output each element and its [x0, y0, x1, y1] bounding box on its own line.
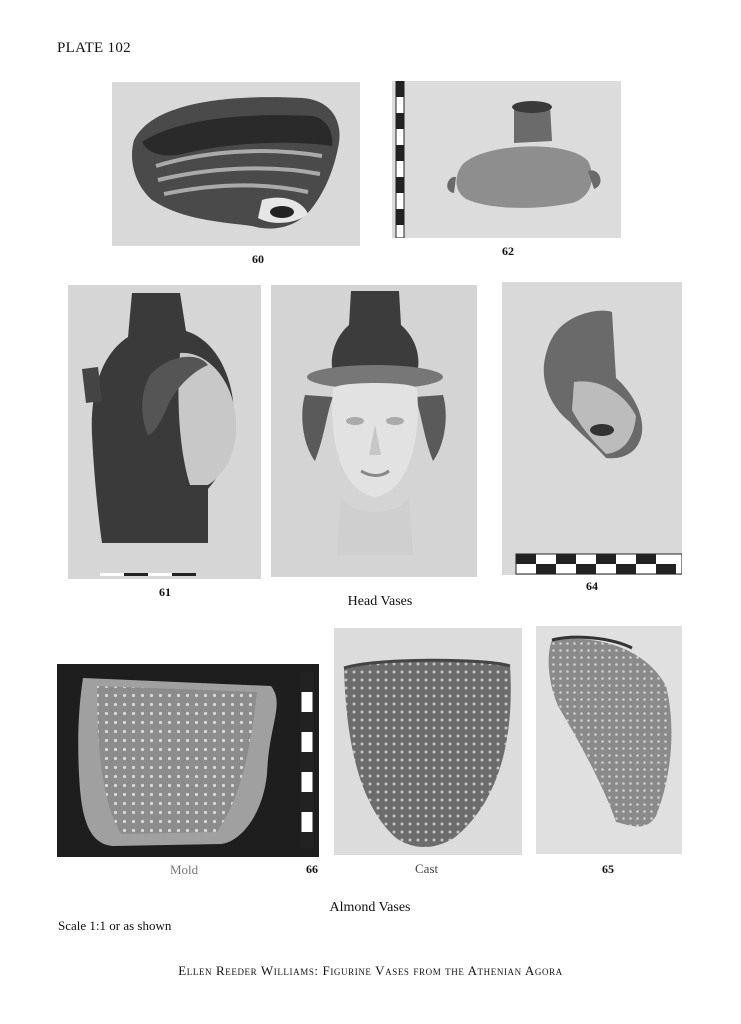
caption-head-vases: Head Vases — [347, 594, 413, 609]
caption-almond-vases: Almond Vases — [329, 900, 411, 915]
head-fragment-60-illustration — [112, 82, 360, 246]
almond-cast-66-illustration — [334, 628, 522, 855]
almond-fragment-65-illustration — [536, 626, 682, 854]
photo-61-head-vase-frontal — [271, 285, 477, 577]
photo-65-almond-fragment — [536, 626, 682, 854]
photo-62-neck-fragment — [392, 81, 621, 238]
figure-number-61: 61 — [159, 585, 171, 599]
label-cast: Cast — [415, 861, 439, 876]
photo-64-head-fragment — [502, 282, 682, 575]
photo-60-head-fragment — [112, 82, 360, 246]
figure-number-65: 65 — [602, 862, 614, 876]
almond-mold-66-illustration — [57, 664, 319, 857]
head-vase-profile-61-illustration — [68, 285, 261, 579]
photo-66-almond-mold — [57, 664, 319, 857]
head-fragment-64-illustration — [502, 282, 682, 575]
label-mold: Mold — [170, 862, 199, 877]
figure-number-60: 60 — [252, 252, 264, 266]
plate-label: PLATE 102 — [57, 40, 131, 56]
footer-citation: Ellen Reeder Williams: Figurine Vases from the Athenian Agora — [178, 963, 563, 978]
photo-61-head-vase-profile — [68, 285, 261, 579]
figure-number-66: 66 — [306, 862, 318, 876]
neck-fragment-62-illustration — [392, 81, 621, 238]
photo-66-almond-cast — [334, 628, 522, 855]
figure-number-62: 62 — [502, 244, 514, 258]
head-vase-frontal-61-illustration — [271, 285, 477, 577]
scale-note: Scale 1:1 or as shown — [58, 918, 172, 933]
figure-number-64: 64 — [586, 579, 598, 593]
